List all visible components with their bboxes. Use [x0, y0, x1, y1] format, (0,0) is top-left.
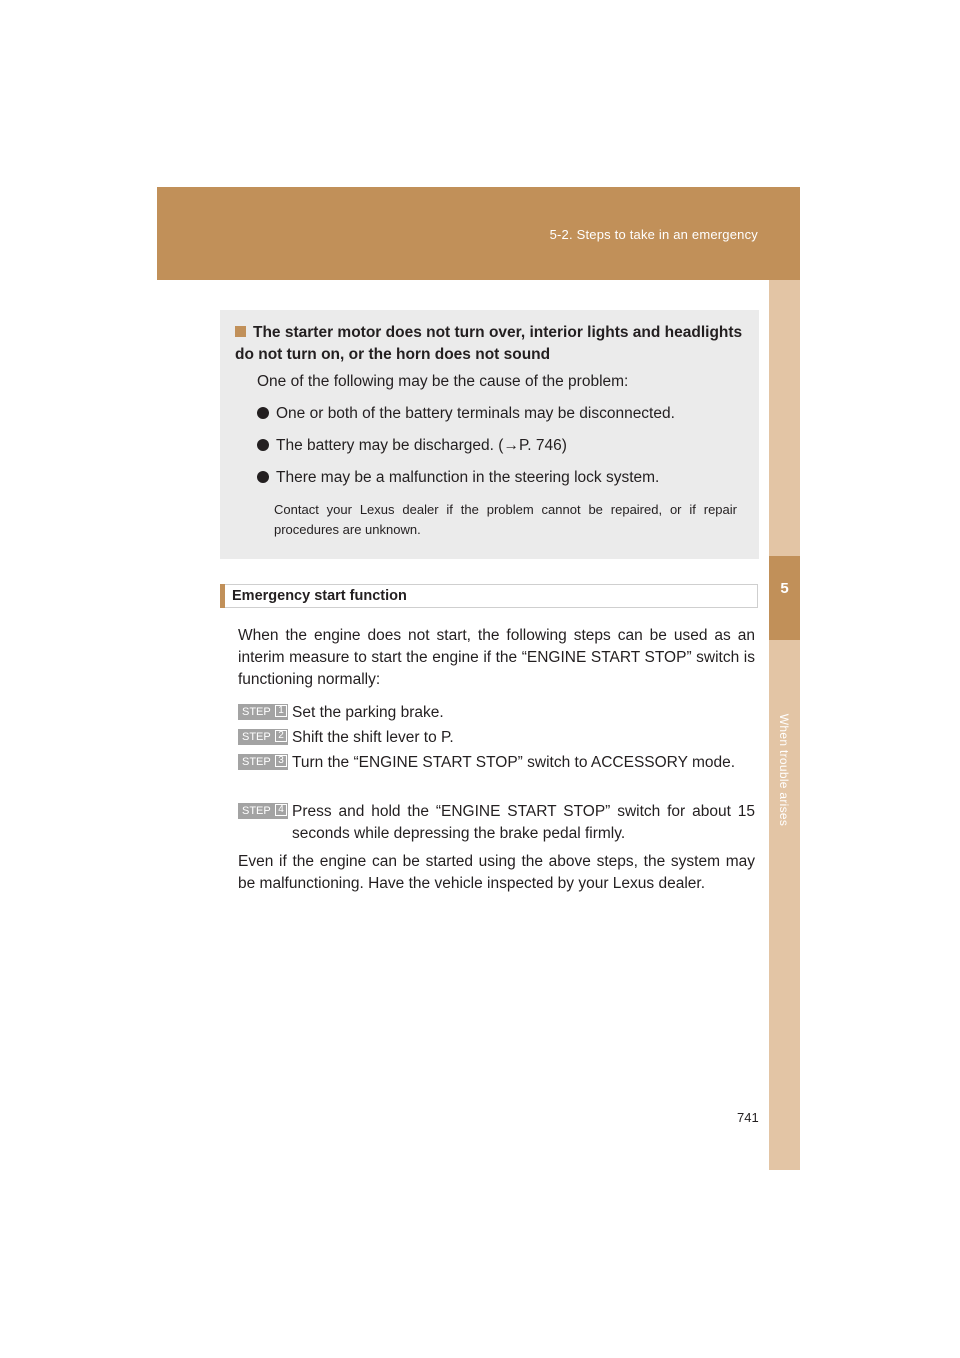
step-badge-label: STEP [242, 706, 271, 718]
info-box-note: Contact your Lexus dealer if the problem cannot be repaired, or if repair procedures are unknown. [274, 502, 737, 537]
list-item-text: The battery may be discharged. (→P. 746) [276, 437, 567, 454]
step-badge-number: 3 [275, 755, 287, 767]
bullet-dot-icon [257, 471, 269, 483]
step-badge-number: 1 [275, 705, 287, 717]
section-heading-bar [220, 584, 758, 608]
step-badge [238, 803, 288, 819]
chapter-tab[interactable] [769, 556, 800, 640]
step-badge-label: STEP [242, 731, 271, 743]
list-item-text: There may be a malfunction in the steering lock system. [276, 469, 660, 486]
list-item [257, 404, 675, 424]
chapter-header [157, 187, 800, 280]
info-box-intro: One of the following may be the cause of the problem: [257, 373, 629, 390]
step-badge [238, 729, 288, 745]
list-item [257, 468, 659, 488]
list-item-text: One or both of the battery terminals may be disconnected. [276, 405, 675, 422]
section-outro: Even if the engine can be started using the above steps, the system may be malfunctioning. Have the vehicle inspected by your Lexus dealer. [238, 853, 755, 892]
step-badge-label: STEP [242, 756, 271, 768]
list-item [257, 436, 567, 456]
bullet-dot-icon [257, 407, 269, 419]
bullet-dot-icon [257, 439, 269, 451]
section-intro: When the engine does not start, the following steps can be used as an interim measure to start the engine if the “ENGINE START STOP” switch is functioning normally: [238, 627, 755, 688]
step-text: Press and hold the “ENGINE START STOP” switch for about 15 seconds while depressing the brake pedal firmly. [292, 803, 755, 842]
step-badge-number: 4 [275, 804, 287, 816]
section-title: Emergency start function [232, 588, 407, 604]
step-badge [238, 754, 288, 770]
step-badge-label: STEP [242, 805, 271, 817]
info-box-heading [235, 322, 745, 366]
step-badge [238, 704, 288, 720]
chapter-number: 5 [780, 580, 789, 597]
step-text: Shift the shift lever to P. [292, 729, 454, 746]
chapter-label: When trouble arises [777, 713, 791, 827]
step-text: Set the parking brake. [292, 704, 444, 721]
step-text: Turn the “ENGINE START STOP” switch to ACCESSORY mode. [292, 754, 736, 771]
section-accent [220, 584, 225, 608]
square-bullet-icon [235, 326, 246, 337]
info-box [220, 310, 759, 559]
info-box-heading-text: The starter motor does not turn over, interior lights and headlights do not turn on, or the horn does not sound [235, 324, 743, 363]
step-badge-number: 2 [275, 730, 287, 742]
page-number: 741 [737, 1110, 759, 1125]
section-breadcrumb: 5-2. Steps to take in an emergency [549, 227, 758, 242]
